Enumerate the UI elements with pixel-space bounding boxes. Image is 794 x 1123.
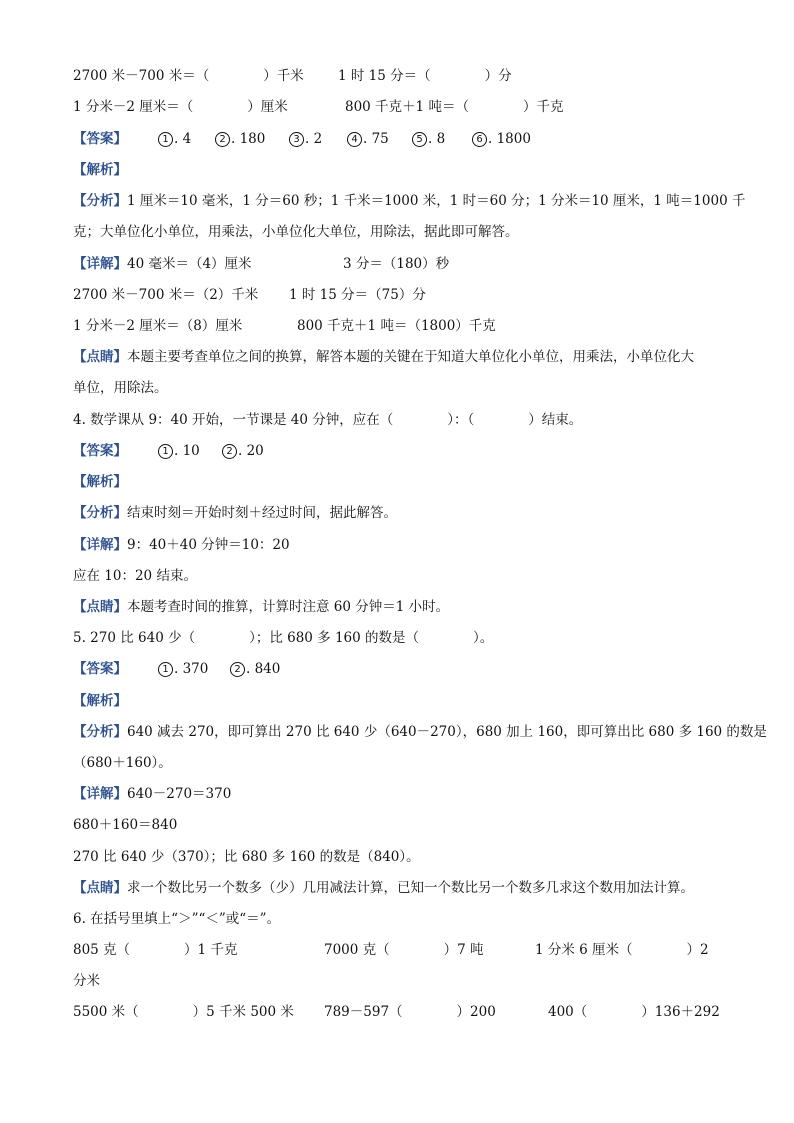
dianjing-line: 【点睛】本题考查时间的推算，计算时注意 60 分钟＝1 小时。: [73, 599, 450, 615]
answer-item: 2 . 180: [215, 130, 265, 148]
q6-row1-item: 7000 克（ ）7 吨: [324, 942, 484, 958]
question-5: 5. 270 比 640 少（ ）；比 680 多 160 的数是（ ）。: [73, 630, 494, 646]
xiangjie-row3-right: 800 千克＋1 吨＝（1800）千克: [297, 318, 496, 334]
q6-row2-item: 400（ ）136＋292: [548, 1004, 720, 1020]
q6-row2-item: 5500 米（ ）5 千米 500 米: [73, 1004, 294, 1020]
answer-item: 1 . 10: [158, 442, 200, 460]
xiangjie-line-cont: 应在 10：20 结束。: [73, 568, 197, 584]
q6-row1-item: 805 克（ ）1 千克: [73, 942, 238, 958]
q3-row2-left: 1 分米－2 厘米＝（ ）厘米: [73, 99, 288, 115]
answer-item: 3 . 2: [289, 130, 322, 148]
dianjing-line: 【点睛】本题主要考查单位之间的换算，解答本题的关键在于知道大单位化小单位，用乘法，小单位化大: [73, 349, 694, 365]
question-6: 6. 在括号里填上“＞”“＜”或“＝”。: [73, 911, 281, 927]
answer-item: 6 . 1800: [472, 130, 531, 148]
xiangjie-row2-right: 1 时 15 分＝（75）分: [289, 287, 426, 303]
xiangjie-line: 【详解】640－270＝370: [73, 786, 232, 802]
answer-tag: 【答案】: [73, 661, 127, 677]
answer-item: 2 . 20: [222, 442, 264, 460]
answer-item: 5 . 8: [412, 130, 445, 148]
fenxi-line: 【分析】结束时刻＝开始时刻＋经过时间，据此解答。: [73, 505, 397, 521]
answer-item: 1 . 4: [158, 130, 191, 148]
xiangjie-row2-left: 2700 米－700 米＝（2）千米: [73, 287, 259, 303]
answer-item: 2 . 840: [230, 660, 280, 678]
fenxi-line: 【分析】640 减去 270，即可算出 270 比 640 少（640－270），680 加上 160，即可算出比 680 多 160 的数是: [73, 724, 767, 740]
answer-tag: 【答案】: [73, 443, 127, 459]
xiangjie-row3-left: 1 分米－2 厘米＝（8）厘米: [73, 318, 243, 334]
xiangjie-row1-right: 3 分＝（180）秒: [343, 256, 450, 272]
q6-row1-wrap: 分米: [73, 973, 100, 989]
xiangjie-line-cont: 270 比 640 少（370）；比 680 多 160 的数是（840）。: [73, 849, 420, 865]
xiangjie-line: 【详解】40 毫米＝（4）厘米: [73, 256, 252, 272]
xiangjie-line-cont: 680＋160＝840: [73, 817, 178, 833]
fenxi-line-cont: 克；大单位化小单位，用乘法，小单位化大单位，用除法，据此即可解答。: [73, 224, 519, 240]
xiangjie-line: 【详解】9：40＋40 分钟＝10：20: [73, 537, 290, 553]
q6-row2-item: 789－597（ ）200: [324, 1004, 496, 1020]
question-4: 4. 数学课从 9：40 开始，一节课是 40 分钟，应在（ ）：（ ）结束。: [73, 412, 583, 428]
fenxi-line: 【分析】1 厘米＝10 毫米，1 分＝60 秒；1 千米＝1000 米，1 时＝60 分；1 分米＝10 厘米，1 吨＝1000 千: [73, 193, 746, 209]
dianjing-line: 【点睛】求一个数比另一个数多（少）几用减法计算，已知一个数比另一个数多几求这个数用加法计算。: [73, 880, 694, 896]
q6-row1-item: 1 分米 6 厘米（ ）2: [535, 942, 709, 958]
q3-row1-right: 1 时 15 分＝（ ）分: [338, 68, 512, 84]
q3-row1-left: 2700 米－700 米＝（ ）千米: [73, 68, 304, 84]
analysis-tag: 【解析】: [73, 693, 127, 709]
dianjing-line-cont: 单位，用除法。: [73, 380, 168, 396]
fenxi-line-cont: （680＋160）。: [73, 755, 172, 771]
q3-row2-right: 800 千克＋1 吨＝（ ）千克: [345, 99, 564, 115]
answer-item: 4 . 75: [347, 130, 389, 148]
answer-item: 1 . 370: [158, 660, 208, 678]
answer-tag: 【答案】: [73, 131, 127, 147]
analysis-tag: 【解析】: [73, 162, 127, 178]
analysis-tag: 【解析】: [73, 474, 127, 490]
